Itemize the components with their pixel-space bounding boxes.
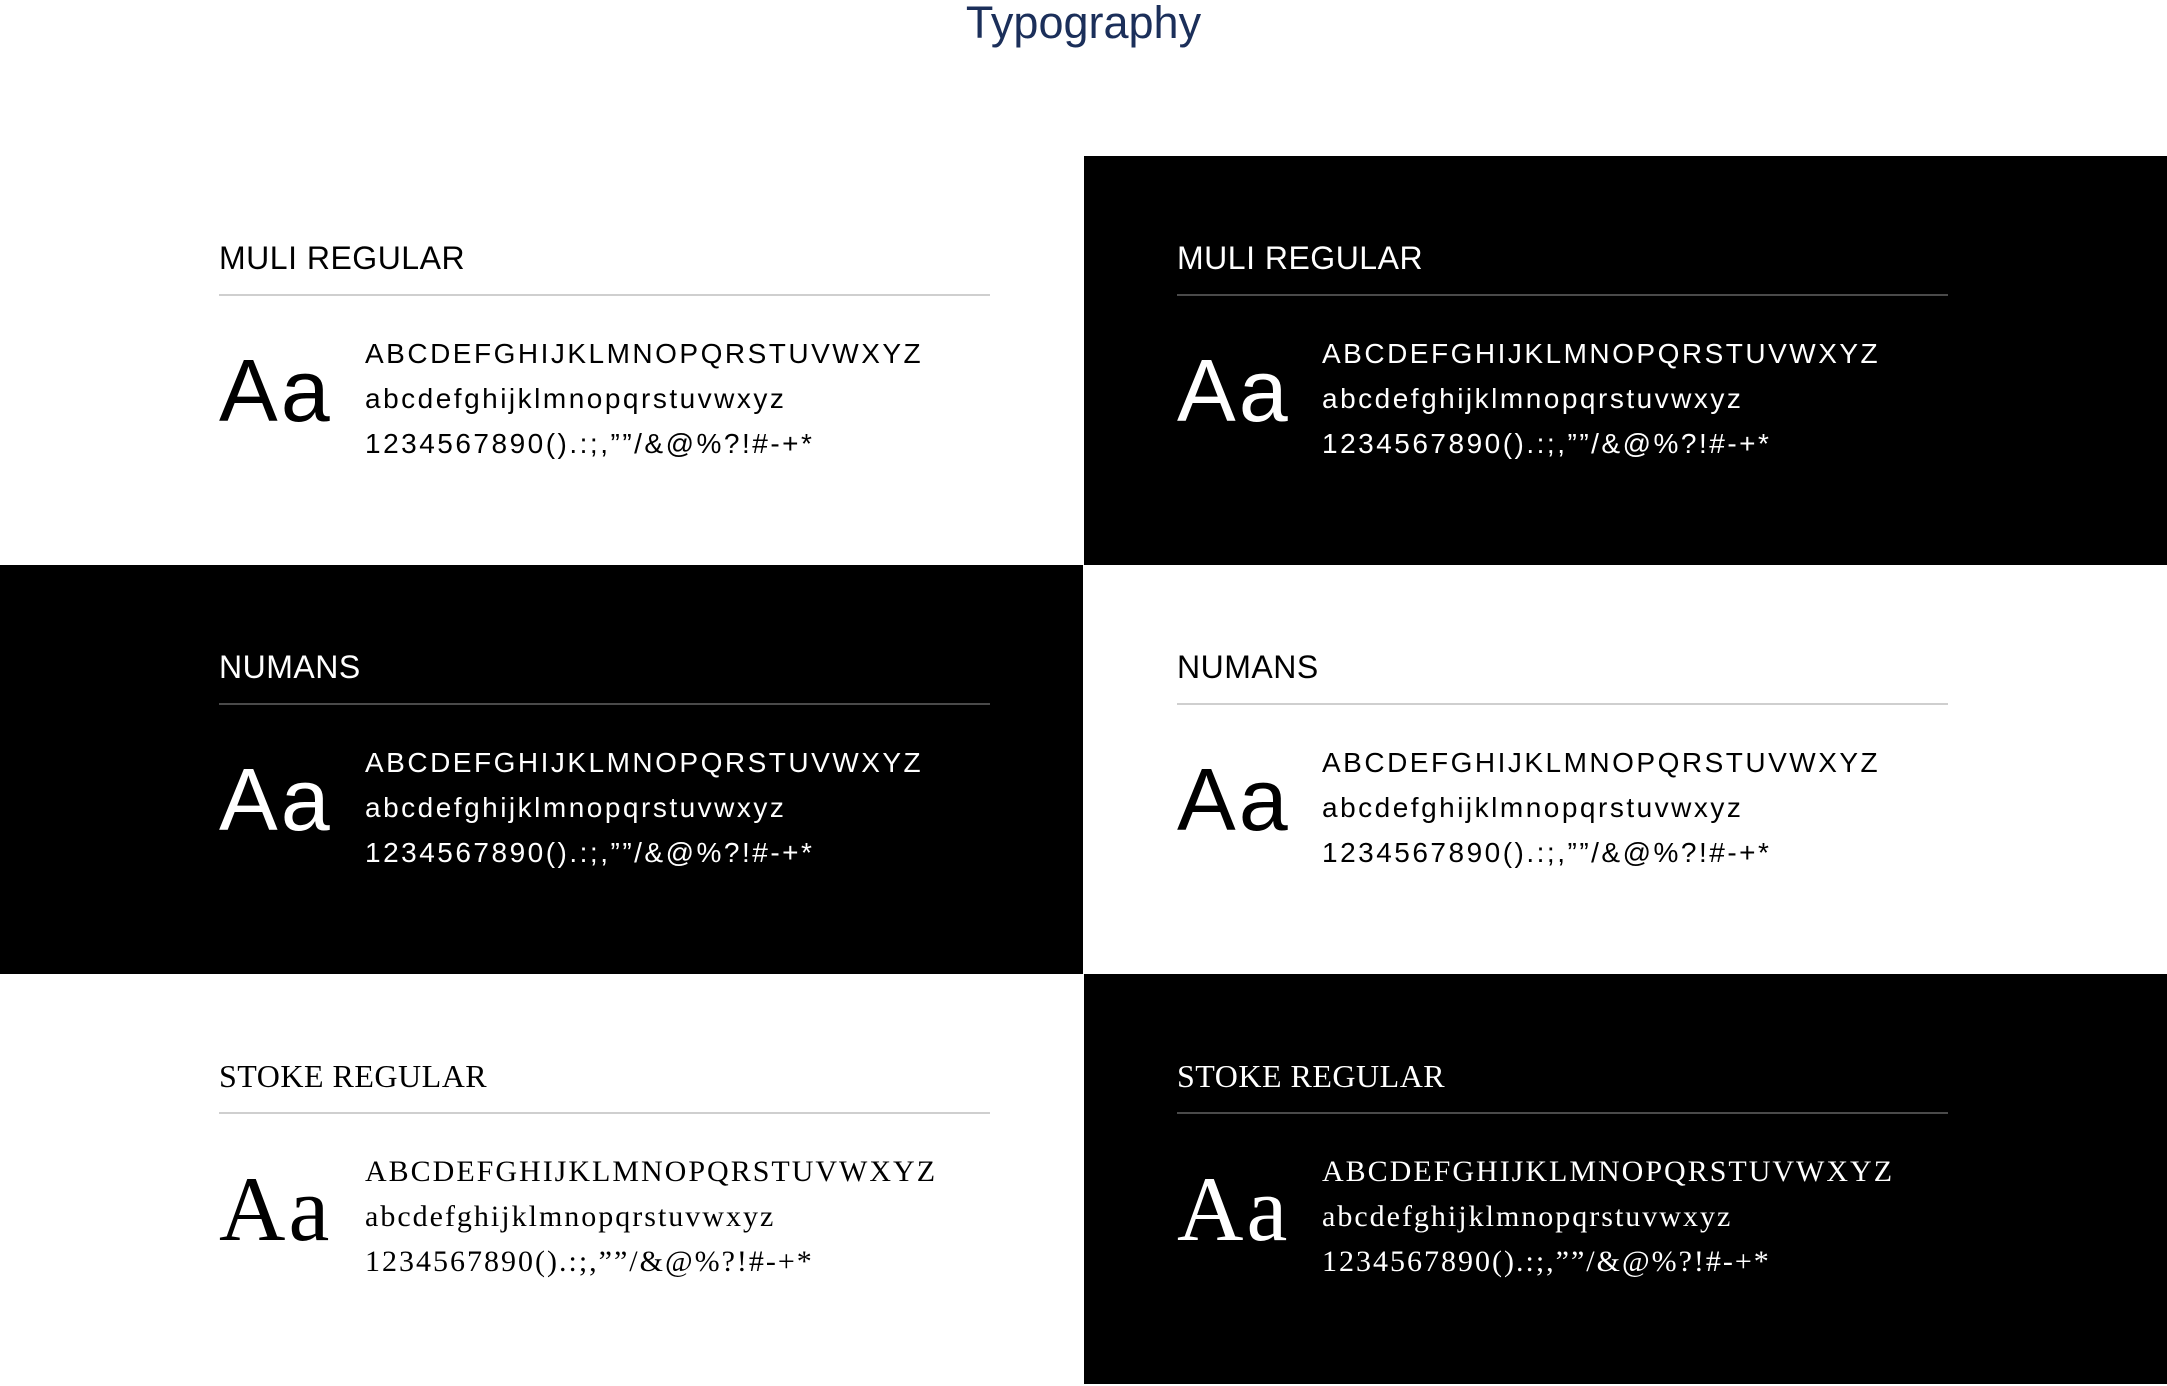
divider bbox=[1177, 703, 1948, 705]
number-symbol-glyphs: 1234567890().:;,””/&@%?!#-+* bbox=[365, 837, 815, 868]
number-symbol-glyphs: 1234567890().:;,””/&@%?!#-+* bbox=[365, 428, 815, 459]
glyph-set bbox=[1322, 331, 1880, 466]
number-symbol-glyphs: 1234567890().:;,””/&@%?!#-+* bbox=[1322, 1245, 1771, 1278]
lowercase-glyphs: abcdefghijklmnopqrstuvwxyz bbox=[1322, 792, 1744, 823]
divider bbox=[1177, 1112, 1948, 1114]
glyph-set bbox=[365, 1149, 937, 1284]
font-name: NUMANS bbox=[1177, 649, 1319, 685]
lowercase-glyphs: abcdefghijklmnopqrstuvwxyz bbox=[365, 1200, 776, 1233]
glyph-set bbox=[365, 740, 923, 875]
divider bbox=[219, 1112, 990, 1114]
font-panel-muli-dark bbox=[1084, 156, 2167, 566]
uppercase-glyphs: ABCDEFGHIJKLMNOPQRSTUVWXYZ bbox=[365, 338, 924, 369]
font-sample: Aa bbox=[219, 750, 333, 849]
glyph-set bbox=[365, 331, 923, 466]
uppercase-glyphs: ABCDEFGHIJKLMNOPQRSTUVWXYZ bbox=[365, 1155, 938, 1188]
font-panel-numans-light bbox=[1084, 565, 2167, 975]
glyph-set bbox=[1322, 1149, 1894, 1284]
uppercase-glyphs: ABCDEFGHIJKLMNOPQRSTUVWXYZ bbox=[365, 747, 924, 778]
divider bbox=[219, 703, 990, 705]
font-name: STOKE REGULAR bbox=[1177, 1058, 1446, 1094]
font-panel-stoke-light bbox=[0, 974, 1083, 1384]
lowercase-glyphs: abcdefghijklmnopqrstuvwxyz bbox=[1322, 1200, 1733, 1233]
lowercase-glyphs: abcdefghijklmnopqrstuvwxyz bbox=[365, 383, 787, 414]
font-name: NUMANS bbox=[219, 649, 361, 685]
uppercase-glyphs: ABCDEFGHIJKLMNOPQRSTUVWXYZ bbox=[1322, 747, 1881, 778]
uppercase-glyphs: ABCDEFGHIJKLMNOPQRSTUVWXYZ bbox=[1322, 1155, 1895, 1188]
font-name: MULI REGULAR bbox=[219, 240, 466, 276]
lowercase-glyphs: abcdefghijklmnopqrstuvwxyz bbox=[1322, 383, 1744, 414]
font-panel-muli-light bbox=[0, 156, 1083, 566]
font-sample: Aa bbox=[1177, 750, 1291, 849]
number-symbol-glyphs: 1234567890().:;,””/&@%?!#-+* bbox=[1322, 837, 1772, 868]
page-title: Typography bbox=[965, 0, 1202, 48]
font-sample: Aa bbox=[1177, 341, 1291, 440]
lowercase-glyphs: abcdefghijklmnopqrstuvwxyz bbox=[365, 792, 787, 823]
font-name: STOKE REGULAR bbox=[219, 1058, 488, 1094]
font-panel-numans-dark bbox=[0, 565, 1083, 975]
divider bbox=[1177, 294, 1948, 296]
font-name: MULI REGULAR bbox=[1177, 240, 1424, 276]
font-panel-stoke-dark bbox=[1084, 974, 2167, 1384]
divider bbox=[219, 294, 990, 296]
glyph-set bbox=[1322, 740, 1880, 875]
font-sample: Aa bbox=[1177, 1158, 1291, 1260]
font-sample: Aa bbox=[219, 341, 333, 440]
number-symbol-glyphs: 1234567890().:;,””/&@%?!#-+* bbox=[1322, 428, 1772, 459]
uppercase-glyphs: ABCDEFGHIJKLMNOPQRSTUVWXYZ bbox=[1322, 338, 1881, 369]
font-sample: Aa bbox=[219, 1158, 333, 1260]
number-symbol-glyphs: 1234567890().:;,””/&@%?!#-+* bbox=[365, 1245, 814, 1278]
